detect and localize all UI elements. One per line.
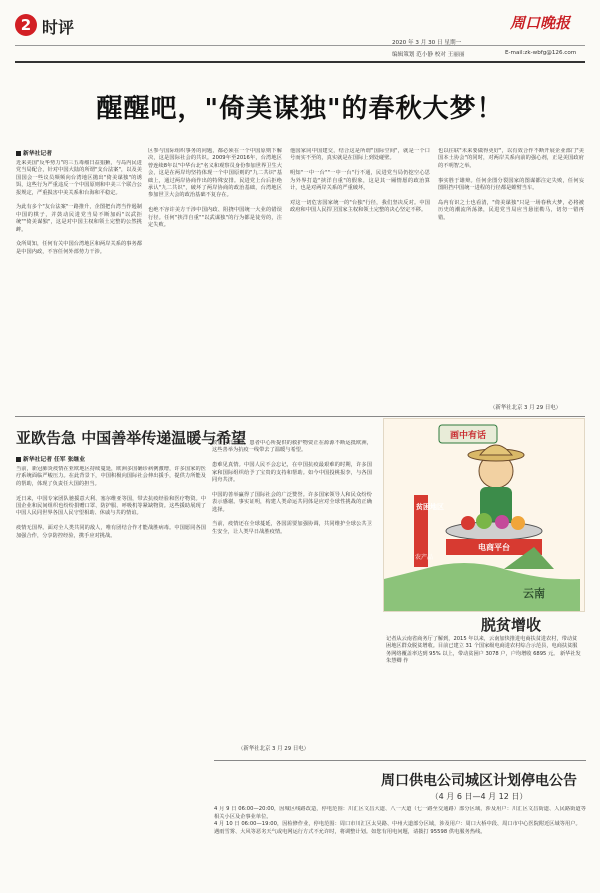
article1-source: （新华社北京 3 月 29 日电）	[490, 405, 562, 411]
article2-byline-text: 新华社记者 任军 张继业	[23, 457, 86, 463]
article-divider	[15, 416, 585, 417]
article1-column-3: 他国家同中国建交，结合这是所谓"国际空间"，就是一个口号而实不至的，真实就是在国际上到处碰壁。 明知"一中一台""一中一台"行不通，民进党当局仍挖空心思为外界打造"挟洋自重"的假象，这是其一厢情愿的政治算计，也是对两岸关系的严重破坏。 对这一切危害国家统一的"台独"行径，我们坚决反对。中国政府和中国人民捍卫国家主权和领土完整的决心坚定不移。	[290, 148, 430, 214]
notice-body: 4 月 9 日 06:00—20:00，因城区线路改造，停电范围：川汇区文昌大道、八一大道（七一路至交通路）部分区域，涉及用户：川汇区文昌街道、人民路街道等相关小区及企事业单位。 4 月 10 日 06:00—19:00，因检修作业，停电范围：周口市川汇区太昊路、中州大道部分区域，涉及用户：周口大桥中段、周口市中心医院附近区域等用户。 遇雨雪雾、大风等恶劣天气或电网运行方式不允许时，将调整计划。如您有用电问题，请拨打 95598 供电服务热线。	[214, 806, 586, 835]
article1-column-1: 近来美国"反华势力"的三五毒瘤日益猖獗，与岛内民进党当局配合，针对中国大陆的所谓"支台法案"，以及美国国会一些议员频频向台湾地区抛出"倚美谋独"的诱饵，这些行为严重违反一个中国原则和中美三个联合公报规定，严重损害中美关系和台海和平稳定。 为此有多个"友台法案"一路推升，企图把台湾当作遏制中国的棋子，并鼓动民进党当局不断加码"以武拒统""倚美谋独"，这是对中国主权和领土完整的公然挑衅。 众所周知，任何有关中国台湾地区和两岸关系的事务都是中国内政，不容任何外部势力干涉。	[16, 160, 142, 255]
ecommerce-banner-text: 电商平台	[478, 543, 510, 552]
byline-marker-icon	[16, 151, 21, 156]
masthead-rule	[15, 61, 585, 63]
notice-subtitle: （4 月 6 日—4 月 12 日）	[430, 792, 528, 801]
article1-headline: 醒醒吧，"倚美谋独"的春秋大梦！	[96, 94, 504, 124]
article1-column-2: 区参与国际组织事务的问题，都必须在一个中国原则下解决，这是国际社会的共识。2009年至2016年，台湾地区曾连续8年以"中华台北"名义和观察员身份参加世界卫生大会，这是在两岸均坚持体现一个中国原则的"九二共识"基础上，通过两岸协商作出的特殊安排。民进党上台后拒绝承认"九二共识"，破坏了两岸协商的政治基础，台湾地区参加世卫大会的政治基础不复存在。 也绝不容许美方干涉中国内政、阻挠中国统一大业的错误行径。任何"挟洋自重""以武谋独"的行为都是徒劳的，注定失败。	[148, 148, 282, 229]
article1-column-4: 也以往联"未来要做得更好"，以有效合作不断开展企业部门"美国本土协会"的同时，对两岸关系向前的强心剂，正是美国政府的不明智之举。 事实胜于雄辩。任何企图分裂国家的图谋都注定失败，任何妄图阻挡中国统一进程的行径都是螳臂当车。 岛内有识之士也看清，"倚美谋独"只是一场春秋大梦，必将被历史的潮流所荡涤，民进党当局应当悬崖勒马，切勿一错再错。	[438, 148, 584, 221]
cartoon-graphic	[384, 419, 584, 611]
contact-email: E-mail:zk-wbfg@126.com	[505, 50, 577, 56]
tag-text: 画中有话	[449, 431, 487, 441]
article2-headline: 亚欧告急 中国善举传递温暖与希望	[16, 429, 247, 447]
produce-plate	[446, 522, 542, 540]
notice-title: 周口供电公司城区计划停电公告	[381, 773, 577, 789]
sign-left-label: 贫困地区	[416, 503, 444, 511]
cartoon-illustration	[383, 418, 585, 612]
article2-source: （新华社北京 3 月 29 日电）	[238, 746, 310, 752]
produce-eggplant	[495, 515, 509, 529]
newspaper-logo: 周口晚报	[510, 14, 571, 32]
produce-cabbage	[476, 513, 492, 529]
region-label: 云南	[523, 587, 545, 600]
article2-byline	[16, 454, 85, 463]
article1-byline-text: 新华社记者	[23, 151, 52, 157]
sign-left-label-2: 农产品	[414, 554, 434, 561]
illustration-caption: 记者从云南省商务厅了解到，2015 年以来，云南加快推进电商扶贫进农村，带动贫困地区群众脱贫增收。目前已建立 31 个国家级电商进农村综合示范县，电商扶贫服务网络覆盖率达到 95% 以上，带动贫困户 3078 户，户均增收 6895 元。 新华社发 朱慧卿 作	[386, 636, 581, 665]
produce-orange	[511, 516, 525, 530]
byline-marker-icon	[16, 457, 21, 462]
notice-divider	[214, 760, 586, 761]
section-title: 时评	[42, 18, 75, 37]
editor-credits: 编辑策划 范小静 校对 王丽丽	[392, 52, 465, 58]
landscape-hill	[384, 563, 580, 611]
produce-tomato	[461, 516, 475, 530]
issue-date: 2020 年 3 月 30 日 星期一	[392, 40, 462, 46]
masthead-divider	[15, 45, 585, 46]
illustration-title: 脱贫增收	[481, 616, 542, 634]
article2-column-2: 数量与日俱增，患者中心所提供的救护物资正在源源不断运抵欧洲，这些善举为抗疫一线带去了温暖与希望。 患难见真情。中国人民不会忘记，在中国抗疫最艰难的时期，许多国家和国际组织给予了宝贵的支持和帮助。如今中国投桃报李，与各国同舟共济。 中国的善举赢得了国际社会的广泛赞誉。许多国家领导人和民众纷纷表示感谢。事实证明，构建人类命运共同体是应对全球性挑战的正确选择。 当前，疫情还在全球蔓延，各国需要加强协调，共同维护全球公共卫生安全，让人类早日战胜疫情。	[212, 440, 372, 535]
article1-byline	[16, 148, 52, 157]
hat-crown	[480, 445, 512, 455]
page-number-badge: 2	[15, 14, 37, 36]
article2-column-1: 当前，新冠肺炎疫情在亚欧地区持续蔓延，欧洲多国确诊病例激增，许多国家的医疗系统面临严峻压力。在此背景下，中国积极向国际社会伸出援手，提供力所能及的帮助，体现了负责任大国的担当。 近日来，中国专家团队驰援意大利、塞尔维亚等国，带去抗疫经验和医疗物资。中国企业和民间组织也纷纷捐赠口罩、防护服、呼吸机等紧缺物资。这些援助展现了中国人民同世界各国人民守望相助、休戚与共的情谊。 疫情无国界。面对全人类共同的敌人，唯有团结合作才能战胜病毒。中国愿同各国加强合作，分享防控经验，携手应对挑战。	[16, 466, 206, 539]
